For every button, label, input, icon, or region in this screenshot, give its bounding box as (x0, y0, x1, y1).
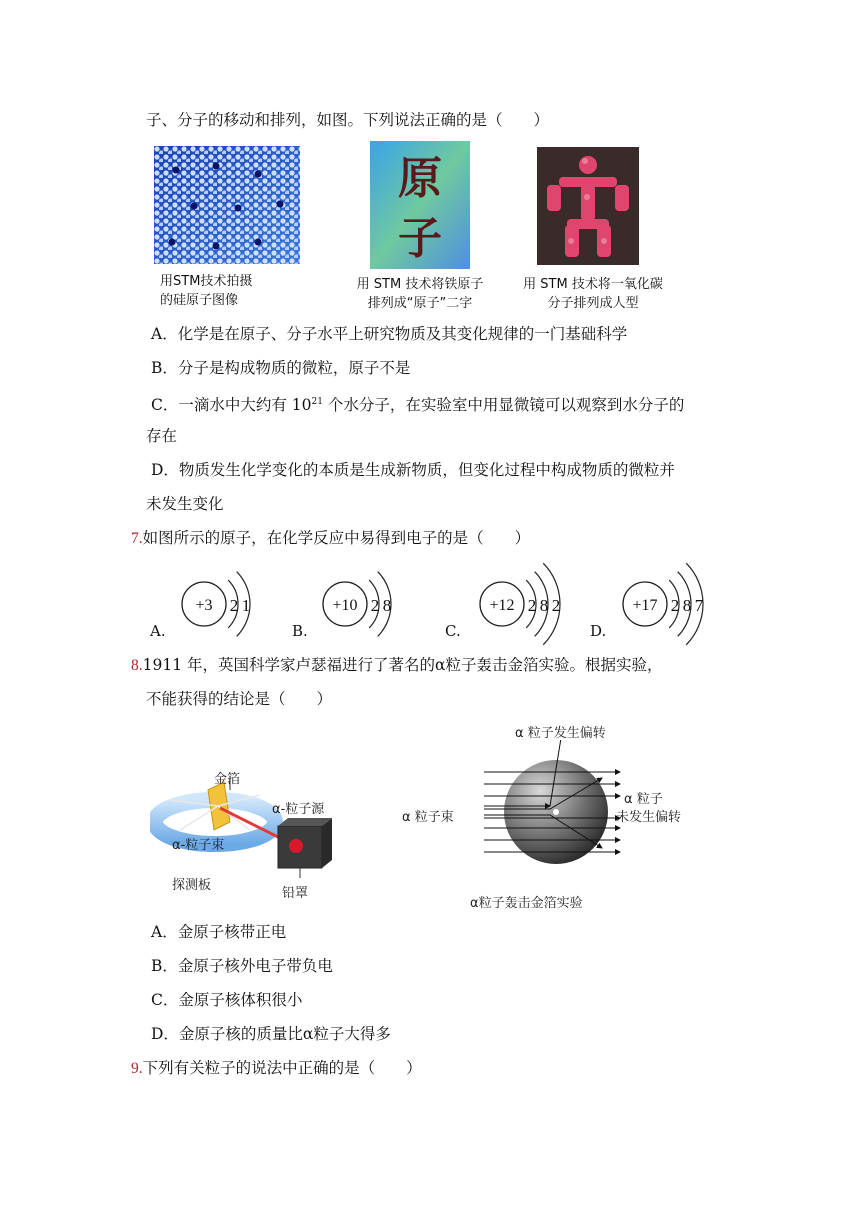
nucleus-charge: +3 (195, 597, 213, 614)
stm-iron-atoms-image (370, 141, 470, 269)
q8-stem-text: 1911 年，英国科学家卢瑟福进行了著名的α粒子轰击金箔实验。根据实验， (142, 656, 663, 674)
atom-structure-diagram (476, 559, 596, 649)
q7-option-letter[interactable]: A. (150, 622, 166, 640)
label-gold-foil: 金箔 (214, 772, 241, 787)
q6-option-c-exponent: 21 (311, 397, 323, 407)
label-deflected: α 粒子发生偏转 (515, 726, 606, 741)
caption-line: 用 STM 技术将铁原子 (356, 277, 484, 292)
q7-option-letter[interactable]: D. (590, 622, 607, 640)
q8-number: 8. (131, 657, 143, 674)
label-undeflected-1: α 粒子 (624, 792, 663, 807)
label-alpha-beam: α-粒子束 (172, 838, 225, 853)
q6-stem-continuation: 子、分子的移动和排列，如图。下列说法正确的是（ ） (146, 111, 550, 129)
q7-number: 7. (131, 530, 143, 547)
q6-option-c[interactable] (151, 391, 684, 416)
label-alpha-source: α-粒子源 (272, 802, 325, 817)
electron-count: 2 (527, 596, 537, 615)
q9-number: 9. (131, 1060, 143, 1077)
q9-stem (131, 1057, 422, 1080)
q6-option-d-line2: 未发生变化 (146, 495, 224, 513)
caption-silicon (160, 272, 290, 310)
q7-option-letter[interactable]: C. (445, 622, 461, 640)
label-undeflected-2: 未发生偏转 (616, 810, 682, 825)
q6-option-a[interactable]: A．化学是在原子、分子水平上研究物质及其变化规律的一门基础科学 (151, 325, 628, 343)
caption-line: 用STM技术拍摄 (160, 274, 253, 289)
q8-option-d[interactable]: D．金原子核的质量比α粒子大得多 (151, 1025, 391, 1043)
nucleus-charge: +10 (332, 597, 358, 614)
electron-count: 2 (229, 596, 239, 615)
label-alpha-beam-right: α 粒子束 (402, 810, 454, 825)
svg-text:子: 子 (398, 213, 442, 264)
q7-stem-text: 如图所示的原子，在化学反应中易得到电子的是（ ） (142, 529, 531, 547)
caption-line: 排列成“原子”二字 (367, 296, 473, 311)
caption-line: 用 STM 技术将一氧化碳 (523, 277, 663, 292)
q8-stem-line2: 不能获得的结论是（ ） (146, 690, 333, 708)
label-lead-shield: 铅罩 (282, 886, 309, 901)
caption-line: 的硅原子图像 (160, 293, 239, 308)
caption-line: 分子排列成人型 (547, 296, 639, 311)
electron-count: 7 (694, 596, 704, 615)
electron-count: 2 (370, 596, 380, 615)
q6-option-c-post: 个水分子，在实验室中用显微镜可以观察到水分子的 (322, 396, 685, 415)
electron-count: 2 (670, 596, 680, 615)
q8-option-c[interactable]: C．金原子核体积很小 (151, 991, 303, 1009)
q7-stem (131, 527, 530, 550)
atom-structure-diagram (619, 559, 739, 649)
nucleus-charge: +17 (632, 597, 658, 614)
electron-count: 1 (241, 596, 251, 615)
q8-stem-line1 (131, 654, 662, 677)
stm-silicon-image (154, 146, 300, 264)
q6-option-d[interactable]: D．物质发生化学变化的本质是生成新物质，但变化过程中构成物质的微粒并 (151, 461, 675, 479)
svg-text:原: 原 (398, 153, 442, 204)
caption-co (505, 275, 681, 313)
electron-count: 8 (382, 596, 392, 615)
q8-option-b[interactable]: B．金原子核外电子带负电 (151, 957, 333, 975)
caption-scattering: α粒子轰击金箔实验 (470, 896, 583, 911)
electron-count: 8 (682, 596, 692, 615)
caption-iron (340, 275, 500, 313)
q9-stem-text: 下列有关粒子的说法中正确的是（ ） (142, 1059, 422, 1077)
electron-count: 2 (551, 596, 561, 615)
q7-option-letter[interactable]: B. (292, 622, 308, 640)
q8-option-a[interactable]: A．金原子核带正电 (151, 923, 287, 941)
q6-option-c-pre: C．一滴水中大约有 10 (151, 396, 312, 415)
label-detector: 探测板 (172, 878, 212, 893)
electron-count: 8 (539, 596, 549, 615)
atom-structure-diagram (178, 559, 298, 649)
nucleus-charge: +12 (489, 597, 515, 614)
q6-option-b[interactable]: B．分子是构成物质的微粒，原子不是 (151, 359, 411, 377)
stm-co-man-image (537, 147, 639, 265)
alpha-scattering-figure (470, 740, 630, 890)
atom-structure-diagram (319, 559, 439, 649)
q6-option-c-line2: 存在 (146, 427, 178, 445)
